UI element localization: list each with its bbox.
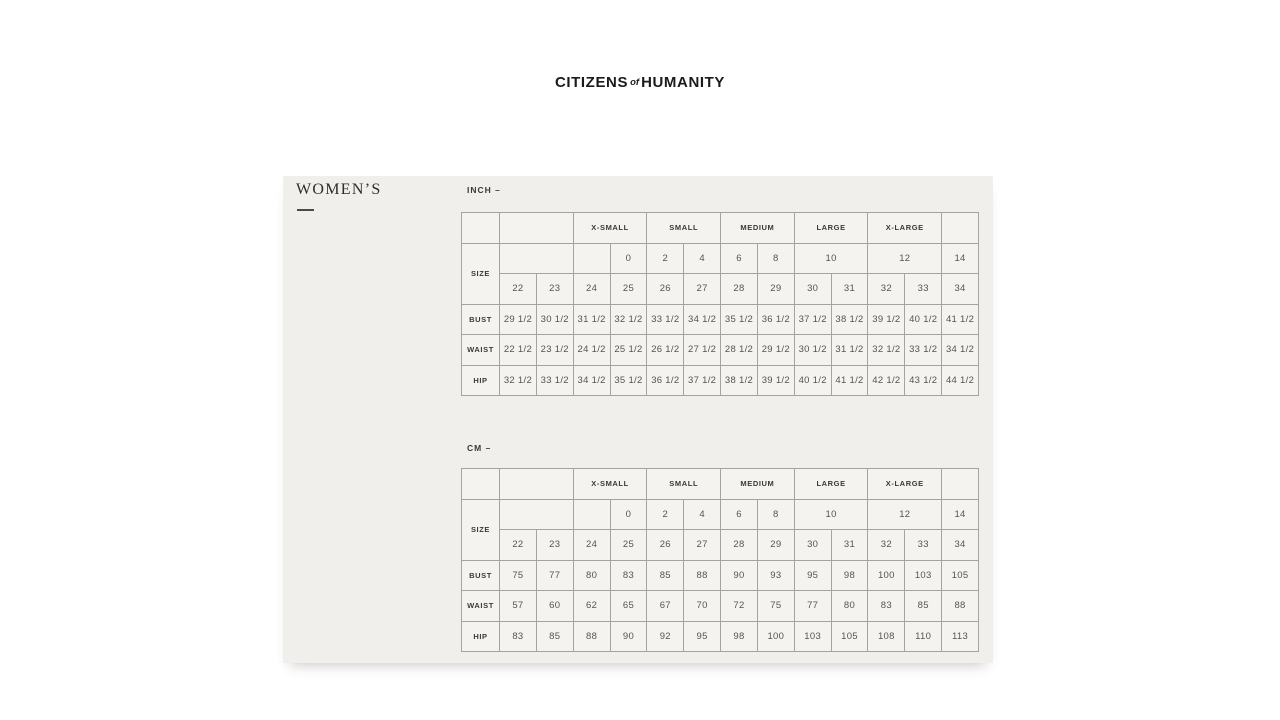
waist-size-cell: 32	[868, 274, 905, 305]
waist-size-cell: 34	[942, 530, 979, 561]
measurement-cell: 31 1/2	[573, 304, 610, 335]
measurement-cell: 31 1/2	[831, 335, 868, 366]
measurement-cell: 30 1/2	[536, 304, 573, 335]
measurement-cell: 72	[721, 591, 758, 622]
measurement-cell: 32 1/2	[500, 365, 537, 396]
brand-logo-of: of	[630, 77, 640, 88]
waist-size-cell: 24	[573, 274, 610, 305]
waist-size-cell: 26	[647, 274, 684, 305]
measurement-cell: 75	[500, 560, 537, 591]
measurement-cell: 40 1/2	[794, 365, 831, 396]
measurement-cell: 70	[684, 591, 721, 622]
waist-size-cell: 27	[684, 274, 721, 305]
measurement-cell: 38 1/2	[831, 304, 868, 335]
measurement-cell: 38 1/2	[721, 365, 758, 396]
empty-size-cell	[500, 243, 574, 274]
measurement-cell: 24 1/2	[573, 335, 610, 366]
waist-size-cell: 27	[684, 530, 721, 561]
womens-heading-underline	[297, 209, 314, 211]
waist-size-cell: 28	[721, 530, 758, 561]
waist-size-cell: 26	[647, 530, 684, 561]
us-size-cell: 0	[610, 499, 647, 530]
measurement-cell: 36 1/2	[647, 365, 684, 396]
brand-logo	[0, 74, 1280, 92]
size-group-header: MEDIUM	[721, 469, 795, 500]
section-label-inch: INCH –	[467, 185, 501, 195]
measurement-row-label: HIP	[462, 365, 500, 396]
waist-size-cell: 22	[500, 274, 537, 305]
waist-size-cell: 31	[831, 274, 868, 305]
us-size-cell: 6	[721, 243, 758, 274]
waist-size-cell: 25	[610, 530, 647, 561]
measurement-cell: 41 1/2	[831, 365, 868, 396]
measurement-cell: 77	[536, 560, 573, 591]
measurement-cell: 85	[536, 621, 573, 652]
measurement-cell: 98	[721, 621, 758, 652]
inch-size-table	[461, 212, 979, 396]
us-size-cell: 6	[721, 499, 758, 530]
measurement-cell: 34 1/2	[942, 335, 979, 366]
brand-logo-humanity: HUMANITY	[641, 74, 726, 91]
measurement-row-label: WAIST	[462, 335, 500, 366]
size-group-header: X-SMALL	[573, 213, 647, 244]
size-group-header: X-LARGE	[868, 213, 942, 244]
size-group-header: SMALL	[647, 469, 721, 500]
measurement-cell: 103	[905, 560, 942, 591]
waist-size-cell: 25	[610, 274, 647, 305]
measurement-cell: 36 1/2	[757, 304, 794, 335]
measurement-cell: 28 1/2	[721, 335, 758, 366]
size-group-header: LARGE	[794, 213, 868, 244]
empty-header-cell	[942, 469, 979, 500]
empty-header-cell	[462, 469, 500, 500]
empty-header-cell	[462, 213, 500, 244]
measurement-cell: 39 1/2	[868, 304, 905, 335]
waist-size-cell: 23	[536, 274, 573, 305]
us-size-cell: 2	[647, 243, 684, 274]
us-size-cell: 12	[868, 243, 942, 274]
measurement-cell: 100	[868, 560, 905, 591]
measurement-cell: 88	[684, 560, 721, 591]
measurement-cell: 67	[647, 591, 684, 622]
measurement-cell: 33 1/2	[647, 304, 684, 335]
us-size-cell: 0	[610, 243, 647, 274]
us-size-cell: 14	[942, 243, 979, 274]
measurement-cell: 34 1/2	[573, 365, 610, 396]
measurement-cell: 25 1/2	[610, 335, 647, 366]
waist-size-cell: 29	[757, 274, 794, 305]
measurement-cell: 80	[831, 591, 868, 622]
measurement-cell: 85	[905, 591, 942, 622]
cm-size-table	[461, 468, 979, 652]
waist-size-cell: 29	[757, 530, 794, 561]
us-size-cell: 8	[757, 243, 794, 274]
womens-heading: WOMEN’S	[296, 181, 382, 198]
brand-logo-citizens: CITIZENS	[554, 74, 629, 91]
us-size-cell: 8	[757, 499, 794, 530]
measurement-cell: 34 1/2	[684, 304, 721, 335]
measurement-cell: 95	[684, 621, 721, 652]
measurement-cell: 23 1/2	[536, 335, 573, 366]
measurement-cell: 105	[942, 560, 979, 591]
measurement-cell: 65	[610, 591, 647, 622]
measurement-cell: 41 1/2	[942, 304, 979, 335]
measurement-cell: 39 1/2	[757, 365, 794, 396]
measurement-cell: 37 1/2	[684, 365, 721, 396]
measurement-cell: 83	[610, 560, 647, 591]
waist-size-cell: 24	[573, 530, 610, 561]
empty-size-cell	[500, 499, 574, 530]
waist-size-cell: 33	[905, 530, 942, 561]
us-size-cell: 10	[794, 243, 868, 274]
size-group-header: X-LARGE	[868, 469, 942, 500]
waist-size-cell: 32	[868, 530, 905, 561]
size-group-header: X-SMALL	[573, 469, 647, 500]
us-size-cell: 4	[684, 243, 721, 274]
waist-size-cell: 34	[942, 274, 979, 305]
measurement-cell: 88	[573, 621, 610, 652]
measurement-cell: 77	[794, 591, 831, 622]
waist-size-cell: 22	[500, 530, 537, 561]
measurement-cell: 29 1/2	[500, 304, 537, 335]
waist-size-cell: 33	[905, 274, 942, 305]
measurement-cell: 60	[536, 591, 573, 622]
us-size-cell: 10	[794, 499, 868, 530]
measurement-cell: 44 1/2	[942, 365, 979, 396]
measurement-cell: 105	[831, 621, 868, 652]
measurement-row-label: WAIST	[462, 591, 500, 622]
measurement-cell: 35 1/2	[721, 304, 758, 335]
measurement-cell: 93	[757, 560, 794, 591]
measurement-cell: 33 1/2	[536, 365, 573, 396]
size-group-header: MEDIUM	[721, 213, 795, 244]
measurement-cell: 88	[942, 591, 979, 622]
measurement-cell: 95	[794, 560, 831, 591]
us-size-cell: 12	[868, 499, 942, 530]
measurement-cell: 27 1/2	[684, 335, 721, 366]
measurement-cell: 83	[868, 591, 905, 622]
measurement-cell: 98	[831, 560, 868, 591]
us-size-cell: 2	[647, 499, 684, 530]
measurement-cell: 33 1/2	[905, 335, 942, 366]
measurement-cell: 100	[757, 621, 794, 652]
size-group-header: LARGE	[794, 469, 868, 500]
empty-header-cell	[500, 213, 574, 244]
us-size-cell: 14	[942, 499, 979, 530]
size-group-header: SMALL	[647, 213, 721, 244]
empty-header-cell	[942, 213, 979, 244]
measurement-cell: 85	[647, 560, 684, 591]
empty-header-cell	[500, 469, 574, 500]
measurement-cell: 22 1/2	[500, 335, 537, 366]
measurement-cell: 90	[610, 621, 647, 652]
measurement-cell: 108	[868, 621, 905, 652]
size-row-label: SIZE	[462, 243, 500, 304]
measurement-cell: 80	[573, 560, 610, 591]
waist-size-cell: 30	[794, 530, 831, 561]
measurement-cell: 57	[500, 591, 537, 622]
measurement-cell: 92	[647, 621, 684, 652]
measurement-cell: 37 1/2	[794, 304, 831, 335]
measurement-cell: 62	[573, 591, 610, 622]
measurement-cell: 32 1/2	[610, 304, 647, 335]
measurement-cell: 32 1/2	[868, 335, 905, 366]
measurement-cell: 83	[500, 621, 537, 652]
measurement-cell: 26 1/2	[647, 335, 684, 366]
measurement-row-label: BUST	[462, 560, 500, 591]
size-guide-panel	[283, 176, 993, 663]
measurement-cell: 110	[905, 621, 942, 652]
waist-size-cell: 31	[831, 530, 868, 561]
measurement-cell: 90	[721, 560, 758, 591]
measurement-cell: 42 1/2	[868, 365, 905, 396]
empty-size-cell	[573, 243, 610, 274]
measurement-cell: 40 1/2	[905, 304, 942, 335]
measurement-cell: 30 1/2	[794, 335, 831, 366]
empty-size-cell	[573, 499, 610, 530]
measurement-cell: 29 1/2	[757, 335, 794, 366]
measurement-cell: 35 1/2	[610, 365, 647, 396]
measurement-cell: 103	[794, 621, 831, 652]
waist-size-cell: 23	[536, 530, 573, 561]
measurement-row-label: BUST	[462, 304, 500, 335]
measurement-cell: 75	[757, 591, 794, 622]
waist-size-cell: 28	[721, 274, 758, 305]
section-label-cm: CM –	[467, 443, 492, 453]
measurement-cell: 113	[942, 621, 979, 652]
measurement-row-label: HIP	[462, 621, 500, 652]
measurement-cell: 43 1/2	[905, 365, 942, 396]
size-row-label: SIZE	[462, 499, 500, 560]
us-size-cell: 4	[684, 499, 721, 530]
waist-size-cell: 30	[794, 274, 831, 305]
